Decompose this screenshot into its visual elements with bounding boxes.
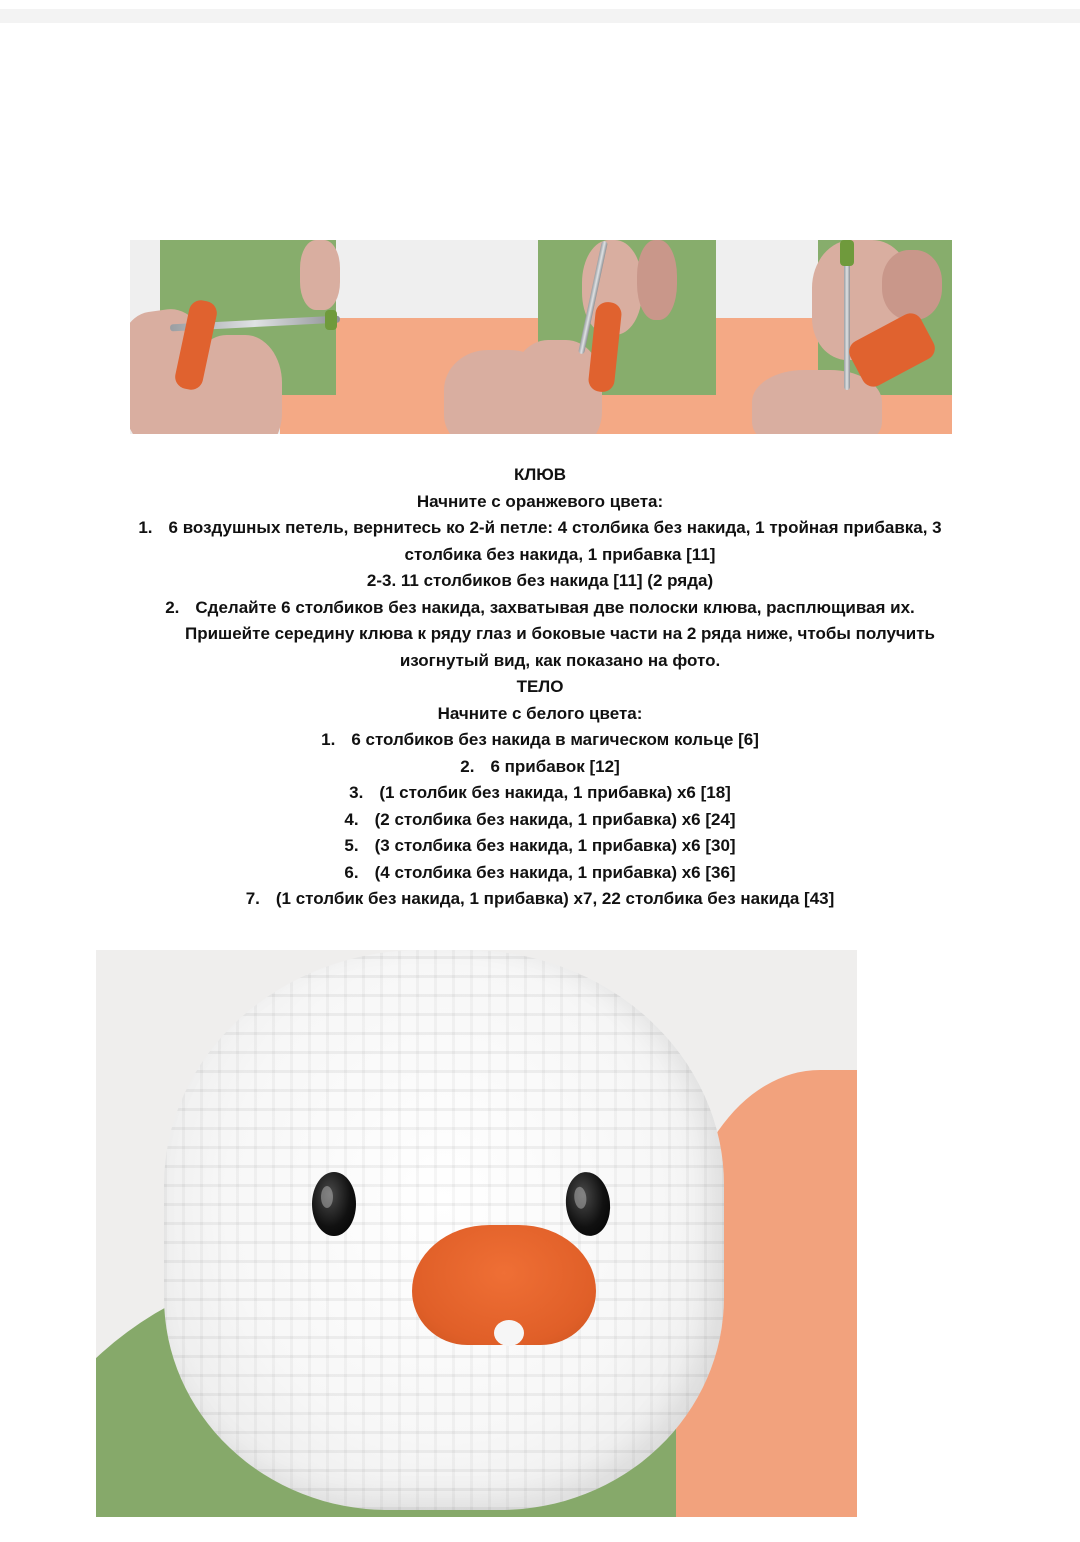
step-text: Сделайте 6 столбиков без накида, захватывая две полоски клюва, расплющивая их. — [195, 597, 915, 617]
body-step-6 — [0, 860, 1080, 887]
body-step-5 — [0, 833, 1080, 860]
step-number: 1. — [138, 518, 153, 537]
beak-steps-photo-strip — [130, 240, 952, 434]
step-text: (1 столбик без накида, 1 прибавка) x6 [18] — [379, 783, 731, 802]
duck-head-photo — [96, 950, 857, 1517]
right-eye-icon — [563, 1170, 613, 1238]
beak-step-photo-1 — [130, 240, 392, 434]
body-step-2 — [0, 754, 1080, 781]
crochet-duck-head — [164, 950, 724, 1510]
step-number: 3. — [349, 783, 364, 802]
beak-step-photo-3 — [732, 240, 952, 434]
beak-step-1 — [0, 515, 1080, 542]
step-number: 4. — [344, 809, 359, 829]
step-text: (4 столбика без накида, 1 прибавка) x6 [36] — [374, 862, 736, 882]
step-text: (2 столбика без накида, 1 прибавка) x6 [24] — [374, 809, 736, 829]
body-intro: Начните с белого цвета: — [437, 703, 643, 723]
top-scroll-bar — [0, 9, 1080, 23]
beak-step-2-3: 2-3. 11 столбиков без накида [11] (2 ряда) — [366, 571, 714, 590]
beak-intro: Начните с оранжевого цвета: — [416, 491, 664, 511]
left-eye-icon — [312, 1172, 356, 1236]
step-text: 6 столбиков без накида в магическом кольце [6] — [351, 730, 759, 749]
beak-step-2-cont: Пришейте середину клюва к ряду глаз и боковые части на 2 ряда ниже, чтобы получить — [184, 624, 935, 643]
step-text: (1 столбик без накида, 1 прибавка) x7, 22 столбика без накида [43] — [275, 889, 835, 908]
body-step-7 — [0, 886, 1080, 913]
beak-step-2-cont2: изогнутый вид, как показано на фото. — [399, 650, 721, 670]
step-number: 6. — [344, 862, 359, 882]
beak-notch — [494, 1320, 524, 1346]
step-text: 6 воздушных петель, вернитесь ко 2-й петле: 4 столбика без накида, 1 тройная прибавка, 3 — [168, 518, 942, 537]
step-text: 6 прибавок [12] — [490, 756, 620, 776]
pattern-instructions — [0, 462, 1080, 913]
body-step-4 — [0, 807, 1080, 834]
body-step-3 — [0, 780, 1080, 807]
beak-step-photo-2 — [392, 240, 732, 434]
step-number: 5. — [344, 836, 359, 855]
body-step-1 — [0, 727, 1080, 754]
step-number: 7. — [245, 889, 260, 908]
step-number: 2. — [460, 756, 475, 776]
step-text: (3 столбика без накида, 1 прибавка) x6 [30] — [374, 836, 736, 855]
beak-section-title: КЛЮВ — [513, 465, 567, 484]
step-number: 2. — [165, 597, 180, 617]
step-number: 1. — [321, 730, 336, 749]
beak-step-2 — [0, 595, 1080, 622]
body-section-title: ТЕЛО — [516, 677, 564, 696]
beak-step-1-cont: столбика без накида, 1 прибавка [11] — [404, 544, 716, 564]
